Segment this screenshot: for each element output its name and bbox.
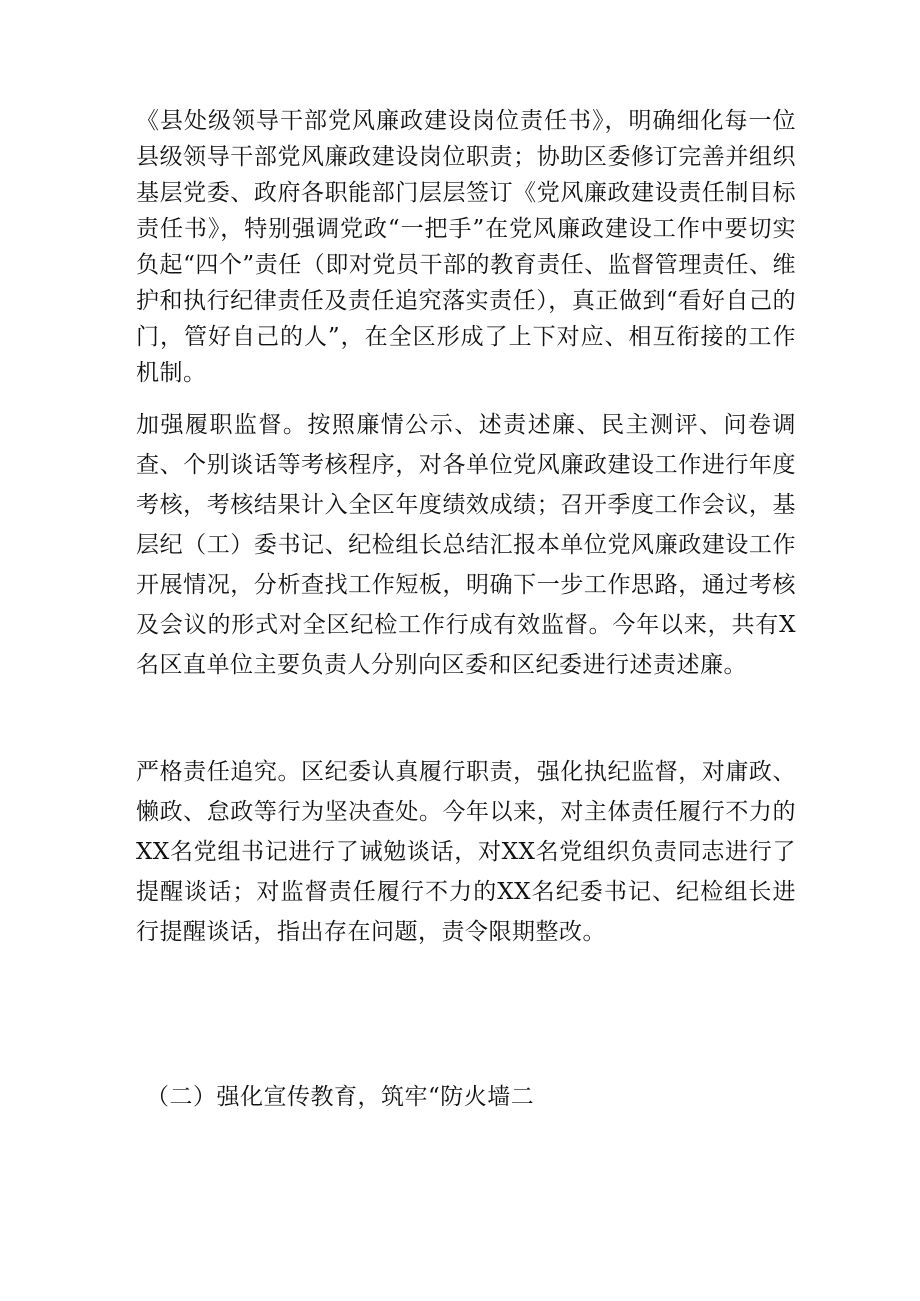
paragraph-responsibility-letter: 《县处级领导干部党风廉政建设岗位责任书》，明确细化每一位县级领导干部党风廉政建设岗位职责；协助区委修订完善并组织基层党委、政府各职能部门层层签订《党风廉政建设责任制目标责任书》，特别强调党政“一把手”在党风廉政建设工作中要切实负起“四个”责任（即对党员干部的教育责任、监督管理责任、维护和执行纪律责任及责任追究落实责任），真正做到“看好自己的门，管好自己的人”，在全区形成了上下对应、相互衔接的工作机制。	[136, 108, 796, 386]
paragraph-supervision: 加强履职监督。按照廉情公示、述责述廉、民主测评、问卷调查、个别谈话等考核程序，对各单位党风廉政建设工作进行年度考核，考核结果计入全区年度绩效成绩；召开季度工作会议，基层纪（工）委书记、纪检组长总结汇报本单位党风廉政建设工作开展情况，分析查找工作短板，明确下一步工作思路，通过考核及会议的形式对全区纪检工作行成有效监督。今年以来，共有X名区直单位主要负责人分别向区委和区纪委进行述责述廉。	[136, 412, 796, 678]
paragraph-accountability: 严格责任追究。区纪委认真履行职责，强化执纪监督，对庸政、懒政、怠政等行为坚决查处。今年以来，对主体责任履行不力的XX名党组书记进行了诫勉谈话，对XX名党组织负责同志进行了提醒谈话；对监督责任履行不力的XX名纪委书记、纪检组长进行提醒谈话，指出存在问题，责令限期整改。	[136, 759, 796, 945]
section-heading: （二）强化宣传教育，筑牢“防火墙二	[146, 1084, 535, 1110]
